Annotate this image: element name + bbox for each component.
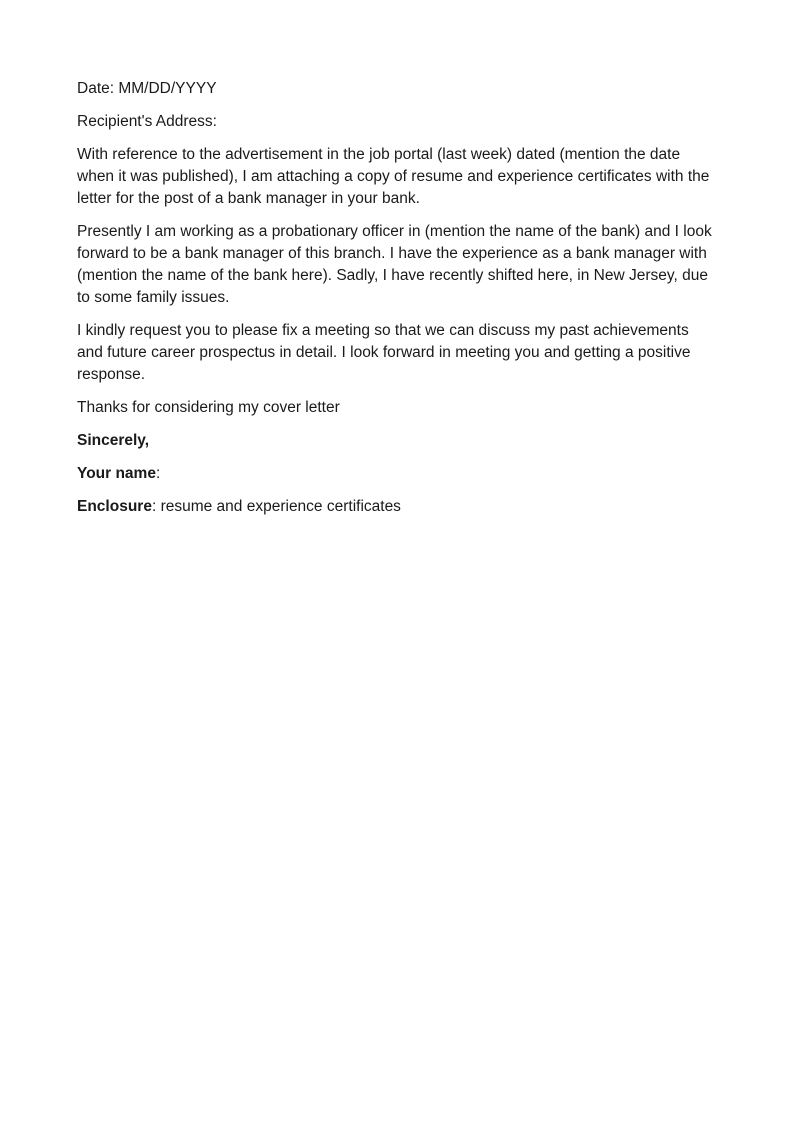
thanks-line: Thanks for considering my cover letter xyxy=(77,399,340,416)
paragraph-reference: With reference to the advertisement in the job portal (last week) dated (mention the date when it was published), I am attaching a copy of resume and experience certificates with the letter for the post of a bank manager in your bank. xyxy=(77,146,710,207)
name-suffix: : xyxy=(155,465,161,482)
letter-body xyxy=(77,78,717,529)
enclosure-text: : resume and experience certificates xyxy=(151,498,401,515)
name-line xyxy=(77,463,717,485)
closing-line: Sincerely, xyxy=(77,432,150,449)
recipient-address-line: Recipient's Address: xyxy=(77,113,217,130)
paragraph-request: I kindly request you to please fix a meeting so that we can discuss my past achievements and future career prospectus in detail. I look forward in meeting you and getting a positive response. xyxy=(77,322,691,383)
paragraph-experience: Presently I am working as a probationary officer in (mention the name of the bank) and I look forward to be a bank manager of this branch. I have the experience as a bank manager with (mention the name of the bank here). Sadly, I have recently shifted here, in New Jersey, due to some family issues. xyxy=(77,223,712,306)
name-label: Your name xyxy=(77,465,156,482)
enclosure-label: Enclosure xyxy=(77,498,152,515)
enclosure-line xyxy=(77,496,717,518)
date-line: Date: MM/DD/YYYY xyxy=(77,80,217,97)
